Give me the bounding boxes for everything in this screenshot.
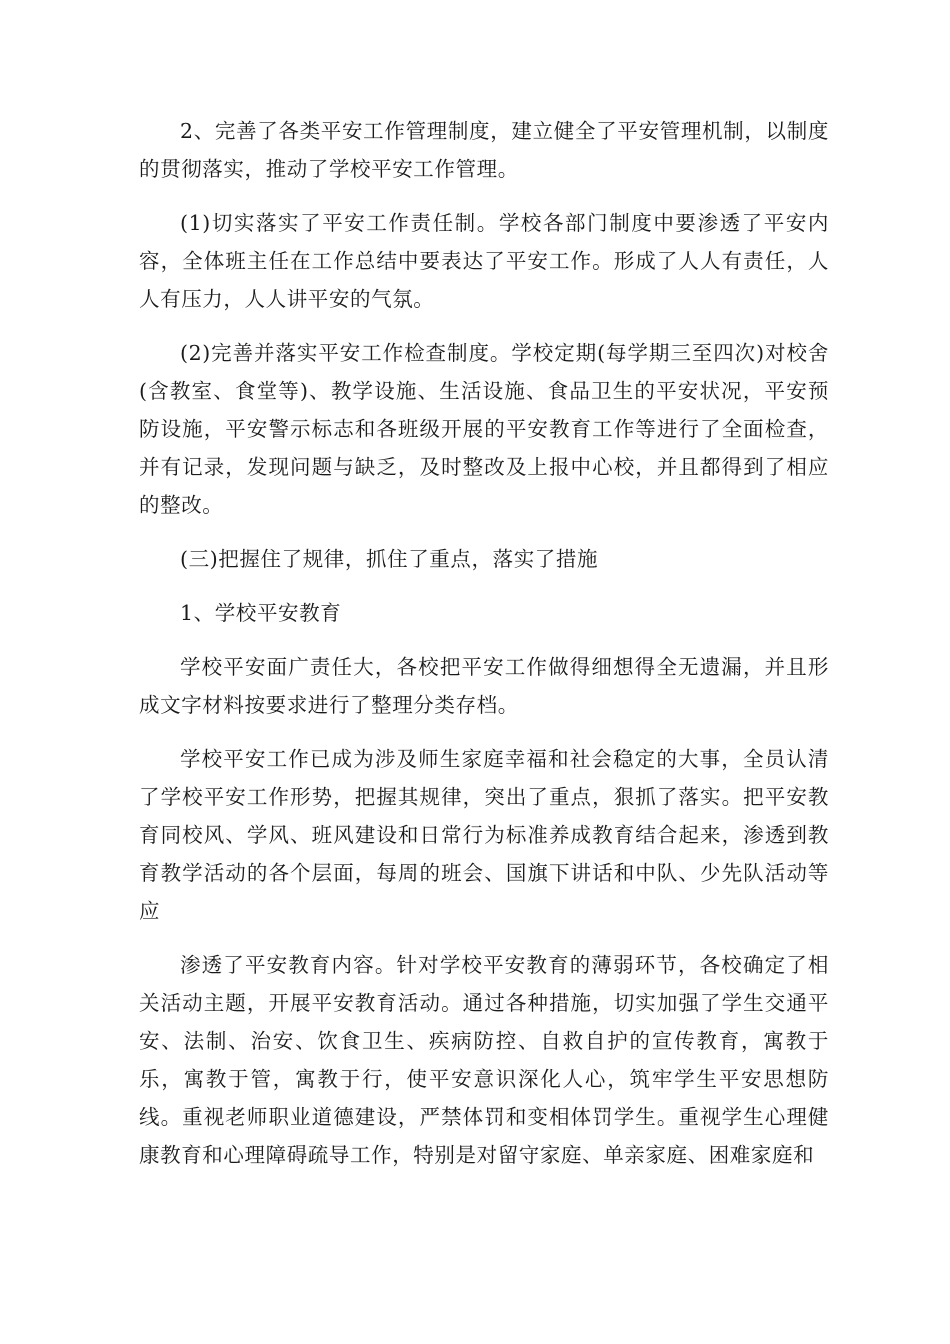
paragraph-education-content: 渗透了平安教育内容。针对学校平安教育的薄弱环节，各校确定了相关活动主题，开展平安教育活动。通过各种措施，切实加强了学生交通平安、法制、治安、饮食卫生、疾病防控、自救自护的宣传教育，寓教于乐，寓教于管，寓教于行，使平安意识深化人心，筑牢学生平安思想防线。重视老师职业道德建设，严禁体罚和变相体罚学生。重视学生心理健康教育和心理障碍疏导工作，特别是对留守家庭、单亲家庭、困难家庭和 — [139, 953, 829, 1167]
paragraph-management-system: 2、完善了各类平安工作管理制度，建立健全了平安管理机制，以制度的贯彻落实，推动了学校平安工作管理。 — [139, 119, 829, 181]
paragraph-filing: 学校平安面广责任大，各校把平安工作做得细想得全无遗漏，并且形成文字材料按要求进行了整理分类存档。 — [139, 655, 829, 717]
paragraph-safety-situation: 学校平安工作已成为涉及师生家庭幸福和社会稳定的大事，全员认清了学校平安工作形势，把握其规律，突出了重点，狠抓了落实。把平安教育同校风、学风、班风建设和日常行为标准养成教育结合起来，渗透到教育教学活动的各个层面，每周的班会、国旗下讲话和中队、少先队活动等应 — [139, 747, 829, 923]
subheading-school-safety-education: 1、学校平安教育 — [180, 601, 342, 625]
document-body — [139, 112, 829, 1190]
section-heading-measures: (三)把握住了规律，抓住了重点，落实了措施 — [180, 547, 599, 571]
paragraph-inspection-system: (2)完善并落实平安工作检查制度。学校定期(每学期三至四次)对校舍(含教室、食堂等)、教学设施、生活设施、食品卫生的平安状况，平安预防设施，平安警示标志和各班级开展的平安教育工作等进行了全面检查，并有记录，发现问题与缺乏，及时整改及上报中心校，并且都得到了相应的整改。 — [139, 341, 829, 517]
paragraph-responsibility-system: (1)切实落实了平安工作责任制。学校各部门制度中要渗透了平安内容，全体班主任在工作总结中要表达了平安工作。形成了人人有责任，人人有压力，人人讲平安的气氛。 — [139, 211, 829, 311]
